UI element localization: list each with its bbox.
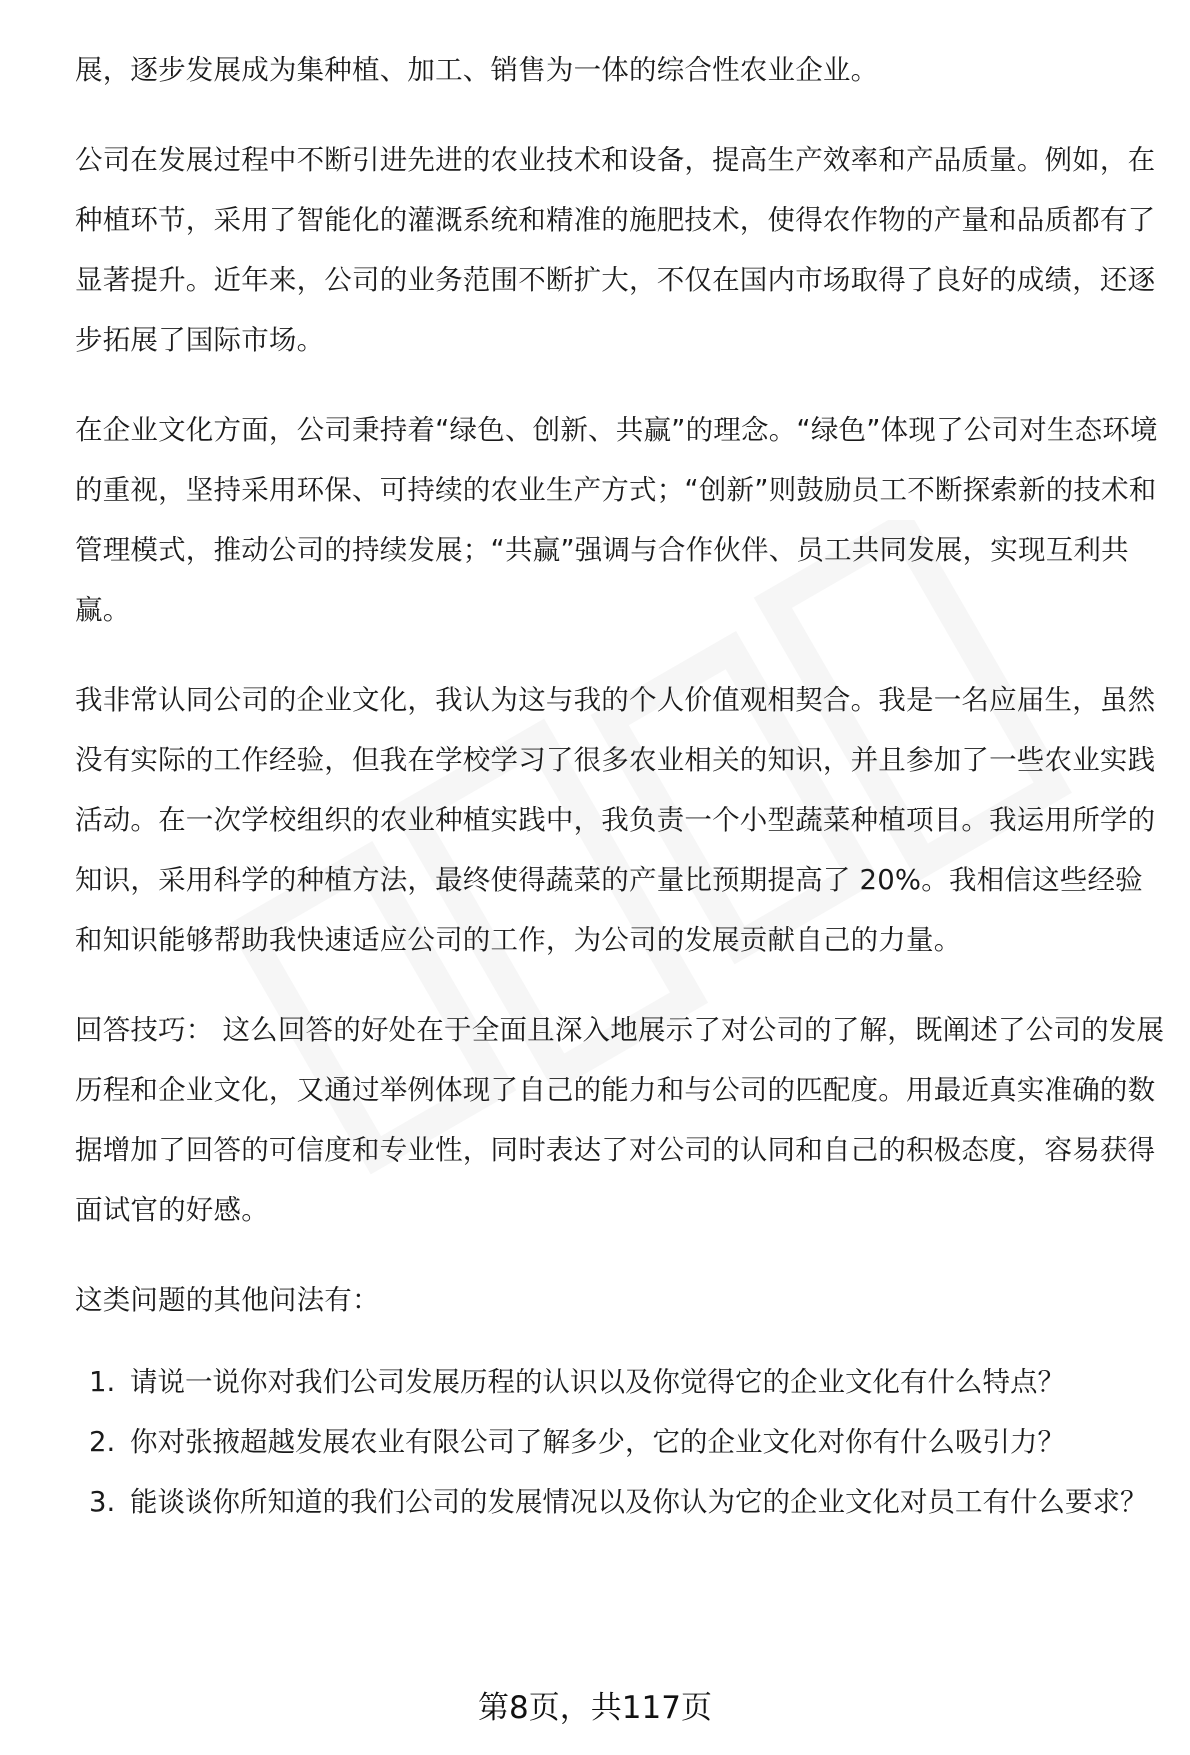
list-item-text: 能谈谈你所知道的我们公司的发展情况以及你认为它的企业文化对员工有什么要求？ xyxy=(130,1486,1148,1518)
list-item xyxy=(75,1412,1165,1472)
paragraph-personal-fit: 我非常认同公司的企业文化，我认为这与我的个人价值观相契合。我是一名应届生，虽然没有实际的工作经验，但我在学校学习了很多农业相关的知识，并且参加了一些农业实践活动。在一次学校组织的农业种植实践中，我负责一个小型蔬菜种植项目。我运用所学的知识，采用科学的种植方法，最终使得蔬菜的产量比预期提高了 20%。我相信这些经验和知识能够帮助我快速适应公司的工作，为公司的发展贡献自己的力量。 xyxy=(75,684,1156,956)
page-footer: 第8页，共117页 xyxy=(478,1690,712,1726)
paragraph-answer-tips: 回答技巧： 这么回答的好处在于全面且深入地展示了对公司的了解，既阐述了公司的发展历程和企业文化，又通过举例体现了自己的能力和与公司的匹配度。用最近真实准确的数据增加了回答的可信度和专业性，同时表达了对公司的认同和自己的积极态度，容易获得面试官的好感。 xyxy=(75,1014,1165,1226)
list-item-number: 3. xyxy=(89,1486,116,1518)
list-item-text: 你对张掖超越发展农业有限公司了解多少，它的企业文化对你有什么吸引力？ xyxy=(130,1426,1065,1458)
alternative-questions-list xyxy=(75,1352,1165,1532)
list-item-number: 1. xyxy=(89,1366,116,1398)
list-item xyxy=(75,1472,1165,1532)
paragraph-development: 公司在发展过程中不断引进先进的农业技术和设备，提高生产效率和产品质量。例如，在种植环节，采用了智能化的灌溉系统和精准的施肥技术，使得农作物的产量和品质都有了显著提升。近年来，公司的业务范围不断扩大，不仅在国内市场取得了良好的成绩，还逐步拓展了国际市场。 xyxy=(75,144,1156,356)
list-item xyxy=(75,1352,1165,1412)
list-item-number: 2. xyxy=(89,1426,116,1458)
paragraph-other-questions-intro: 这类问题的其他问法有： xyxy=(75,1284,380,1316)
paragraph-intro-continued: 展，逐步发展成为集种植、加工、销售为一体的综合性农业企业。 xyxy=(75,54,879,86)
list-item-text: 请说一说你对我们公司发展历程的认识以及你觉得它的企业文化有什么特点？ xyxy=(130,1366,1065,1398)
document-page xyxy=(75,40,1165,1532)
paragraph-culture: 在企业文化方面，公司秉持着“绿色、创新、共赢”的理念。“绿色”体现了公司对生态环境的重视，坚持采用环保、可持续的农业生产方式；“创新”则鼓励员工不断探索新的技术和管理模式，推动公司的持续发展；“共赢”强调与合作伙伴、员工共同发展，实现互利共赢。 xyxy=(75,414,1158,626)
